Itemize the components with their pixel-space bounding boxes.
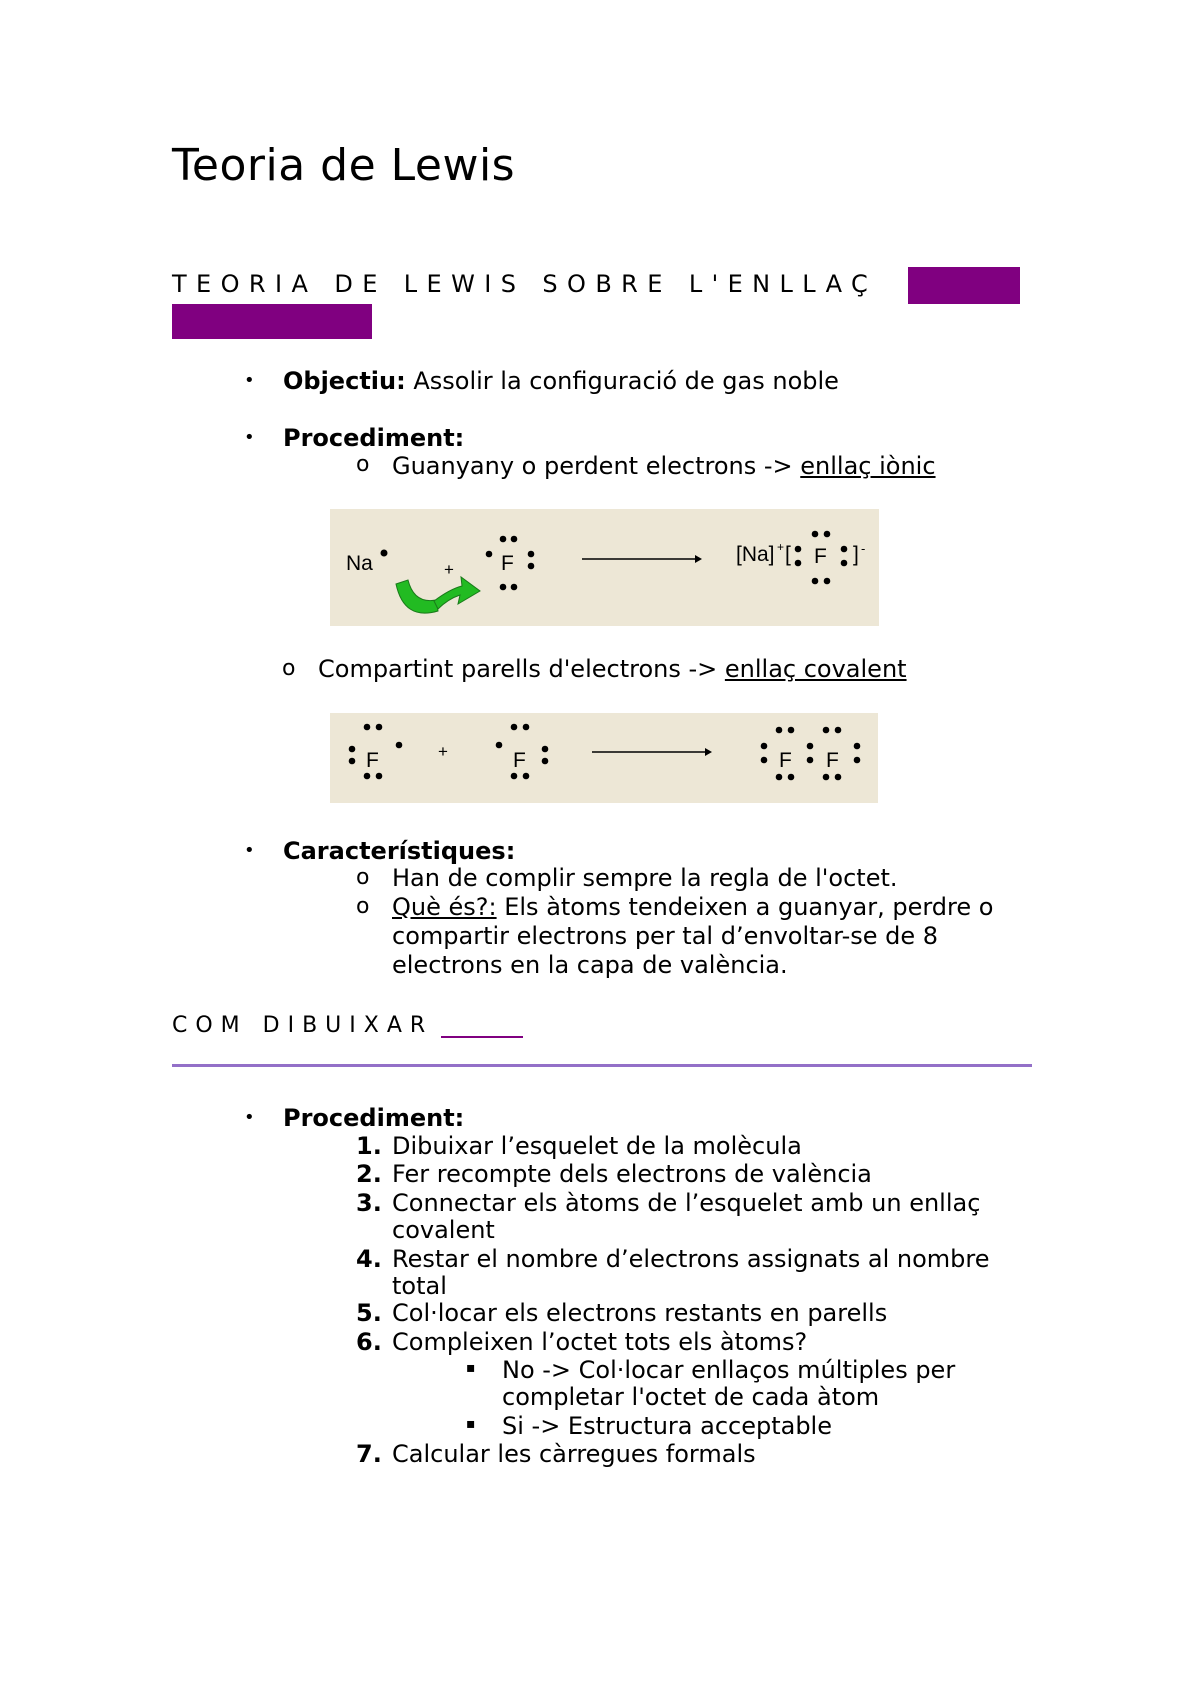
sub-bullet-icon: o bbox=[356, 452, 370, 477]
fluorine-symbol-4: F bbox=[826, 749, 839, 772]
ionic-bond-item bbox=[392, 452, 936, 480]
covalent-bond-link: enllaç covalent bbox=[724, 655, 907, 683]
covalent-bond-item bbox=[318, 655, 907, 683]
f2-molecule-electrons bbox=[761, 727, 861, 781]
minus-superscript: - bbox=[861, 541, 866, 556]
sub-no-line1: No -> Col·locar enllaços múltiples per bbox=[502, 1356, 956, 1384]
sub-no-line2: completar l'octet de cada àtom bbox=[502, 1383, 880, 1411]
step-number: 4. bbox=[356, 1245, 382, 1273]
step-1-text: Dibuixar l’esquelet de la molècula bbox=[392, 1132, 802, 1160]
green-arrow-head-icon bbox=[434, 577, 480, 609]
page-title: Teoria de Lewis bbox=[172, 140, 516, 191]
sub-bullet-icon: o bbox=[282, 656, 296, 681]
characteristic-octet-rule: Han de complir sempre la regla de l'octet. bbox=[392, 864, 898, 892]
objective-item bbox=[283, 367, 839, 395]
covalent-bond-svg bbox=[330, 713, 878, 803]
step-5-text: Col·locar els electrons restants en parells bbox=[392, 1299, 888, 1327]
fluorine-symbol-1: F bbox=[366, 749, 379, 772]
step-number: 1. bbox=[356, 1132, 382, 1160]
objective-label: Objectiu: bbox=[283, 367, 406, 395]
ionic-bond-diagram bbox=[330, 509, 879, 626]
plus-superscript: + bbox=[777, 540, 785, 554]
ionic-bond-link: enllaç iònic bbox=[800, 452, 936, 480]
fluorine-symbol-2: F bbox=[513, 749, 526, 772]
procedure-label: Procediment: bbox=[283, 424, 465, 452]
step-number: 6. bbox=[356, 1328, 382, 1356]
step-number: 2. bbox=[356, 1160, 382, 1188]
bullet-icon: • bbox=[244, 1107, 255, 1128]
bullet-icon: • bbox=[244, 427, 255, 448]
step-6-text: Compleixen l’octet tots els àtoms? bbox=[392, 1328, 808, 1356]
bracket-close: ] bbox=[853, 543, 859, 566]
objective-text: Assolir la configuració de gas noble bbox=[405, 367, 839, 395]
step-number: 5. bbox=[356, 1299, 382, 1327]
bullet-icon: • bbox=[244, 370, 255, 391]
sodium-electron bbox=[381, 550, 388, 557]
heading-highlight-block bbox=[908, 267, 1020, 304]
square-bullet-icon: ▪ bbox=[466, 1360, 476, 1376]
characteristic-definition-line3: electrons en la capa de valència. bbox=[392, 951, 788, 979]
covalent-bond-text: Compartint parells d'electrons -> bbox=[318, 655, 725, 683]
sodium-ion: [Na] bbox=[736, 543, 775, 566]
step-3-text-line1: Connectar els àtoms de l’esquelet amb un enllaç bbox=[392, 1189, 981, 1217]
what-is-link: Què és?: bbox=[392, 893, 497, 921]
characteristic-definition-line1 bbox=[392, 893, 993, 921]
ionic-bond-text: Guanyany o perdent electrons -> bbox=[392, 452, 801, 480]
fluorine-symbol-3: F bbox=[779, 749, 792, 772]
step-3-text-line2: covalent bbox=[392, 1216, 495, 1244]
definition-text: Els àtoms tendeixen a guanyar, perdre o bbox=[496, 893, 994, 921]
section-heading-lewis-theory: TEORIA DE LEWIS SOBRE L'ENLLAÇ bbox=[172, 270, 878, 298]
fluoride-symbol: F bbox=[814, 545, 827, 568]
green-arrow-icon bbox=[396, 580, 438, 613]
step-number: 3. bbox=[356, 1189, 382, 1217]
step-number: 7. bbox=[356, 1440, 382, 1468]
section-heading-how-to-draw: COM DIBUIXAR bbox=[172, 1013, 434, 1038]
characteristics-label: Característiques: bbox=[283, 837, 516, 865]
step-4-text-line1: Restar el nombre d’electrons assignats al nombre bbox=[392, 1245, 990, 1273]
heading-underline bbox=[441, 1036, 523, 1038]
plus-sign: + bbox=[444, 560, 454, 579]
bracket-open: [ bbox=[785, 543, 791, 566]
covalent-bond-diagram bbox=[330, 713, 878, 803]
heading-highlight-block-2 bbox=[172, 304, 372, 339]
square-bullet-icon: ▪ bbox=[466, 1416, 476, 1432]
ionic-bond-svg bbox=[330, 509, 879, 626]
step-2-text: Fer recompte dels electrons de valència bbox=[392, 1160, 872, 1188]
section-divider bbox=[172, 1064, 1032, 1067]
step-4-text-line2: total bbox=[392, 1272, 447, 1300]
sub-bullet-icon: o bbox=[356, 865, 370, 890]
plus-sign-2: + bbox=[438, 742, 448, 761]
sub-si: Si -> Estructura acceptable bbox=[502, 1412, 832, 1440]
fluorine-symbol: F bbox=[501, 552, 514, 575]
bullet-icon: • bbox=[244, 840, 255, 861]
sub-bullet-icon: o bbox=[356, 894, 370, 919]
step-7-text: Calcular les càrregues formals bbox=[392, 1440, 756, 1468]
sodium-symbol: Na bbox=[346, 552, 373, 575]
procedure-2-label: Procediment: bbox=[283, 1104, 465, 1132]
characteristic-definition-line2: compartir electrons per tal d’envoltar-se de 8 bbox=[392, 922, 939, 950]
